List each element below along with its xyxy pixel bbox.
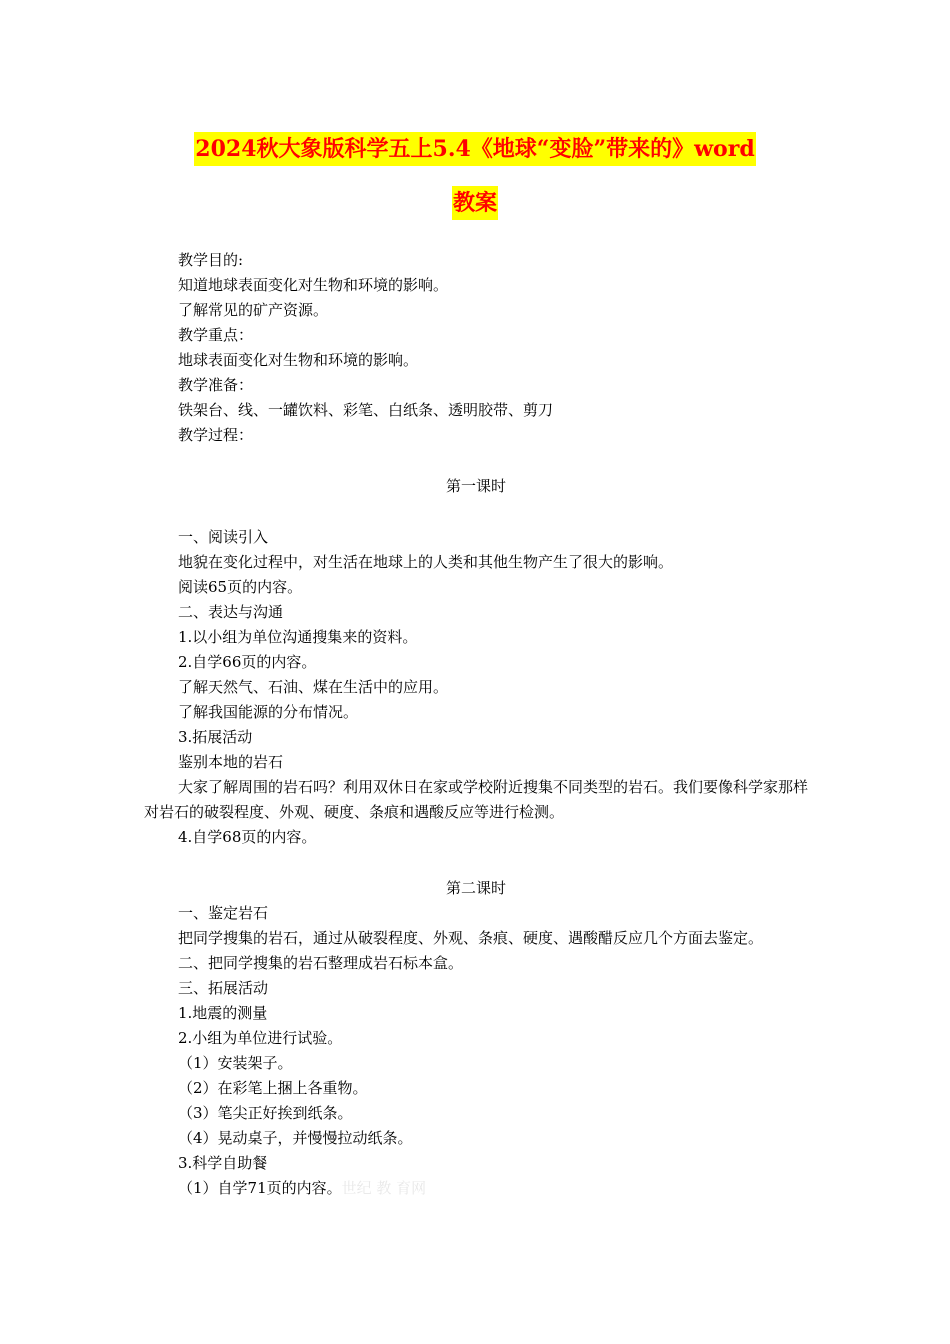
paragraph: 2.小组为单位进行试验。	[178, 1029, 343, 1047]
section-heading-lesson-1: 第一课时	[445, 477, 506, 495]
paragraph: 地貌在变化过程中，对生活在地球上的人类和其他生物产生了很大的影响。	[178, 553, 674, 571]
paragraph: 阅读65页的内容。	[178, 578, 303, 596]
paragraph: （3）笔尖正好挨到纸条。	[178, 1104, 353, 1122]
paragraph-text: （1）自学71页的内容。	[178, 1179, 342, 1197]
paragraph: 地球表面变化对生物和环境的影响。	[178, 351, 419, 369]
paragraph: 1.以小组为单位沟通搜集来的资料。	[178, 628, 418, 646]
paragraph: 3.科学自助餐	[178, 1154, 268, 1172]
paragraph: （1）安装架子。	[178, 1054, 293, 1072]
paragraph: （2）在彩笔上捆上各重物。	[178, 1079, 368, 1097]
paragraph: 三、拓展活动	[178, 979, 269, 997]
section-heading-lesson-2: 第二课时	[445, 879, 506, 897]
paragraph: 二、表达与沟通	[178, 603, 284, 621]
document-body	[144, 248, 808, 1201]
document-title	[0, 132, 950, 220]
paragraph: 鉴别本地的岩石	[178, 753, 284, 771]
paragraph: 1.地震的测量	[178, 1004, 268, 1022]
paragraph: 一、阅读引入	[178, 528, 269, 546]
paragraph: 2.自学66页的内容。	[178, 653, 317, 671]
paragraph: （4）晃动桌子，并慢慢拉动纸条。	[178, 1129, 413, 1147]
paragraph: 教学重点：	[178, 326, 254, 344]
watermark: 世纪 教 育网	[341, 1179, 427, 1197]
paragraph: 一、鉴定岩石	[178, 904, 269, 922]
paragraph: 把同学搜集的岩石，通过从破裂程度、外观、条痕、硬度、遇酸醋反应几个方面去鉴定。	[178, 929, 764, 947]
paragraph: 3.拓展活动	[178, 728, 253, 746]
paragraph: 教学目的:	[178, 251, 244, 269]
title-line-2: 教案	[452, 186, 498, 220]
paragraph: 二、把同学搜集的岩石整理成岩石标本盒。	[178, 954, 464, 972]
paragraph: 了解我国能源的分布情况。	[178, 703, 359, 721]
paragraph: 教学准备：	[178, 376, 254, 394]
paragraph: 了解天然气、石油、煤在生活中的应用。	[178, 678, 449, 696]
paragraph: 了解常见的矿产资源。	[178, 301, 329, 319]
paragraph: 教学过程：	[178, 426, 254, 444]
paragraph: 铁架台、线、一罐饮料、彩笔、白纸条、透明胶带、剪刀	[178, 401, 554, 419]
paragraph: 知道地球表面变化对生物和环境的影响。	[178, 276, 449, 294]
paragraph-with-watermark	[144, 1176, 808, 1201]
paragraph: 4.自学68页的内容。	[178, 828, 317, 846]
paragraph: 大家了解周围的岩石吗？利用双休日在家或学校附近搜集不同类型的岩石。我们要像科学家那样对岩石的破裂程度、外观、硬度、条痕和遇酸反应等进行检测。	[144, 778, 809, 821]
title-line-1: 2024秋大象版科学五上5.4《地球“变脸”带来的》word	[194, 132, 755, 166]
